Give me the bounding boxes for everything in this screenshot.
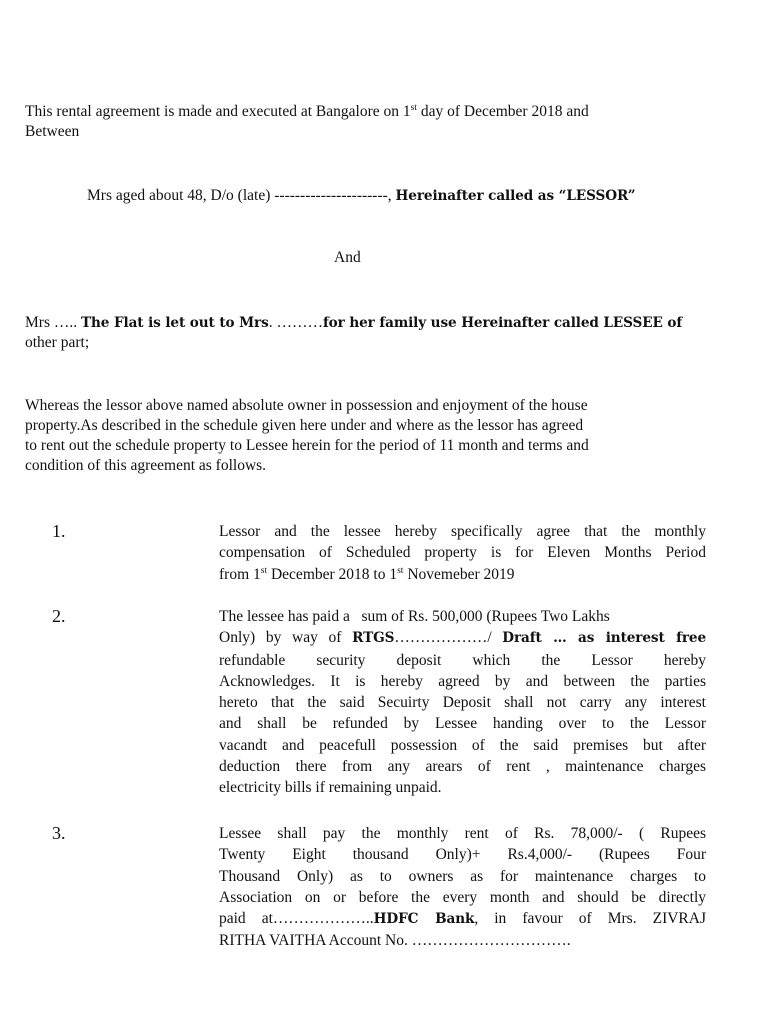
clause-line: Association on or before the every month and should be directly (219, 888, 706, 906)
clause-line: RITHA VAITHA Account No. …………………………. (219, 932, 571, 950)
whereas-line-2: property.As described in the schedule given here under and where as the lessor has agreed (25, 417, 584, 434)
clause-line: Acknowledges. It is hereby agreed by and between the parties (219, 672, 706, 690)
clause-line: compensation of Scheduled property is for Eleven Months Period (219, 544, 706, 562)
clause-3-body (219, 823, 706, 952)
clause-line: paid at………………..HDFC Bank, in favour of Mrs. ZIVRAJ (219, 910, 706, 928)
clause-line: The lessee has paid a sum of Rs. 500,000 (Rupees Two Lakhs (219, 608, 610, 625)
whereas-line-4: condition of this agreement as follows. (25, 457, 267, 474)
clause-number: 3. (52, 823, 66, 843)
intro-line-1: This rental agreement is made and executed at Bangalore on 1st day of December 2018 and (25, 103, 589, 120)
clause-1-body (219, 521, 706, 585)
lessor-line: Mrs aged about 48, D/o (late) ----------------------, Hereinafter called as “LESSOR” (87, 187, 636, 204)
clause-line: electricity bills if remaining unpaid. (219, 779, 442, 797)
clause-line: refundable security deposit which the Lessor hereby (219, 651, 706, 669)
clause-line: deduction there from any arears of rent , maintenance charges (219, 758, 706, 776)
clause-line: Lessor and the lessee hereby specifically agree that the monthly (219, 523, 706, 540)
clause-line: Lessee shall pay the monthly rent of Rs. 78,000/- ( Rupees (219, 825, 706, 842)
lessee-line-1: Mrs ….. The Flat is let out to Mrs. ………for her family use Hereinafter called LESSEE of (25, 314, 683, 331)
clause-line: Thousand Only) as to owners as for maintenance charges to (219, 867, 706, 885)
lessee-line-2: other part; (25, 334, 90, 351)
clause-number: 1. (52, 521, 66, 541)
whereas-line-1: Whereas the lessor above named absolute owner in possession and enjoyment of the house (25, 397, 588, 414)
intro-line-2: Between (25, 123, 80, 140)
clause-2-body (219, 606, 706, 799)
clause-number: 2. (52, 606, 66, 626)
clause-line: from 1st December 2018 to 1st Novemeber 2019 (219, 565, 515, 583)
whereas-line-3: to rent out the schedule property to Lessee herein for the period of 11 month and terms and (25, 437, 589, 454)
clause-line: and shall be refunded by Lessee handing over to the Lessor (219, 715, 706, 733)
clause-line: vacandt and peacefull possession of the said premises but after (219, 736, 706, 754)
clause-line: Twenty Eight thousand Only)+ Rs.4,000/- (Rupees Four (219, 846, 706, 864)
and-separator: And (334, 249, 361, 266)
clause-line: hereto that the said Secuirty Deposit shall not carry any interest (219, 694, 706, 712)
clause-line: Only) by way of RTGS………………/ Draft … as interest free (219, 629, 706, 647)
